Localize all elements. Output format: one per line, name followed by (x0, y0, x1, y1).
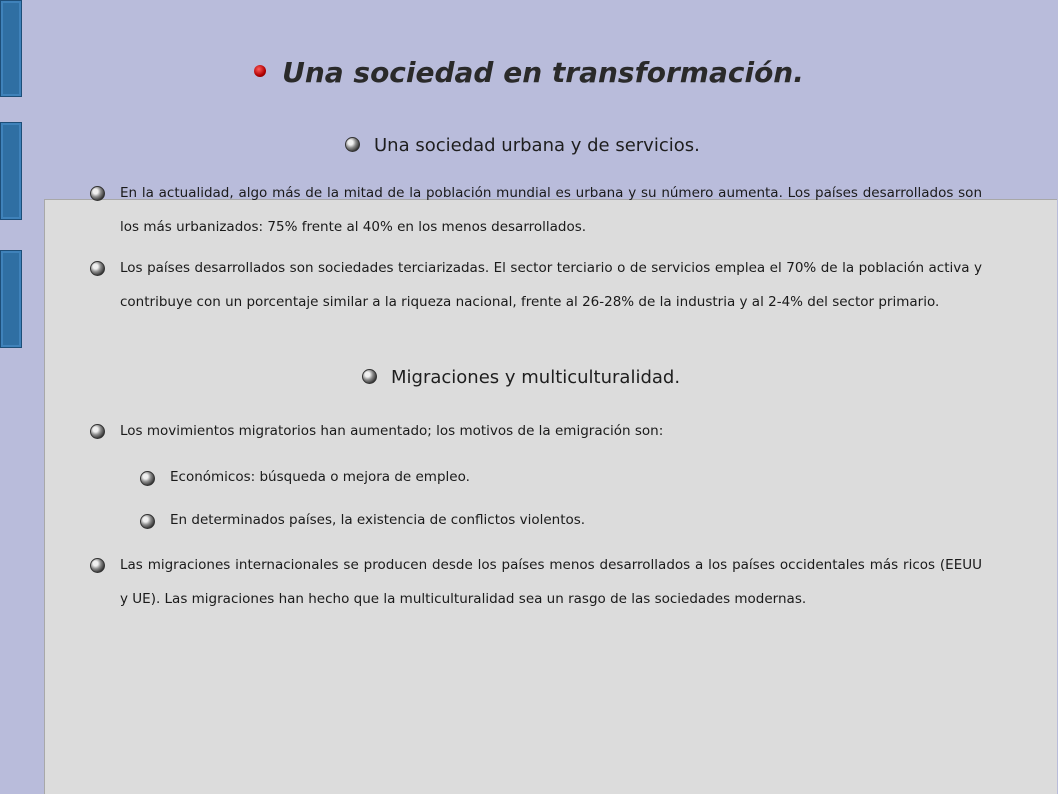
paragraph-migraciones: Las migraciones internacionales se producen desde los países menos desarrollados a los países occidentales más ricos (EEUU y UE). Las migraciones han hecho que la multiculturalidad sea un rasgo de las sociedades modernas. (120, 548, 982, 616)
paragraph-terciarizadas: Los países desarrollados son sociedades terciarizadas. El sector terciario o de servicios emplea el 70% de la población activa y contribuye con un porcentaje similar a la riqueza nacional, frente al 26-28% de la industria y al 2-4% del sector primario. (120, 251, 982, 319)
paragraph-urbana: En la actualidad, algo más de la mitad de la población mundial es urbana y su número aumenta. Los países desarrollados son los más urbanizados: 75% frente al 40% en los menos desarrollados. (120, 176, 982, 244)
globe-bullet-icon (90, 424, 105, 439)
globe-bullet-icon (90, 261, 105, 276)
section2-heading: Migraciones y multiculturalidad. (362, 367, 680, 388)
globe-bullet-icon (140, 471, 155, 486)
globe-bullet-icon (90, 186, 105, 201)
list-item-motivo-2: En determinados países, la existencia de conflictos violentos. (170, 512, 585, 528)
side-tab-2 (0, 122, 22, 220)
globe-bullet-icon (362, 369, 377, 384)
globe-bullet-icon (90, 558, 105, 573)
paragraph-movimientos: Los movimientos migratorios han aumentado; los motivos de la emigración son: (120, 414, 982, 448)
red-bullet-icon (254, 65, 266, 77)
globe-bullet-icon (345, 137, 360, 152)
list-item-motivo-1: Económicos: búsqueda o mejora de empleo. (170, 469, 470, 485)
side-tab-3 (0, 250, 22, 348)
globe-bullet-icon (140, 514, 155, 529)
section1-heading: Una sociedad urbana y de servicios. (345, 135, 700, 156)
slide-title: Una sociedad en transformación. (0, 56, 1058, 89)
